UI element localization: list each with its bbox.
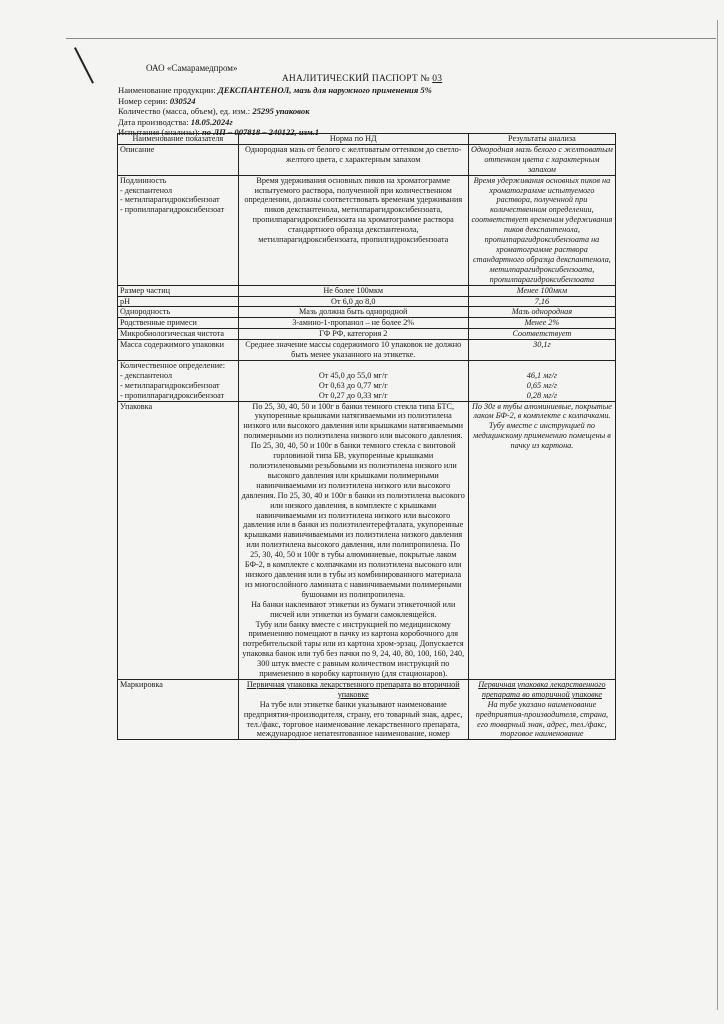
header-indicator: Наименование показателя xyxy=(118,134,239,145)
result-text: На тубе указано наименование предприятия-производителя, страна, его товарный знак, адрес, тел./факс, торговое наименование xyxy=(475,699,609,739)
indicator-name: Описание xyxy=(118,144,239,175)
tests-label: Испытания (анализы): xyxy=(118,127,200,138)
scan-edge-right xyxy=(717,20,718,1010)
norm-value: Время удерживания основных пиков на хроматограмме испытуемого раствора, полученной при количественном определении, должны соответствовать временам удерживания пиков декспантенола, метилпарагидроксибензоата, пропилпарагидроксибензоата на хроматограмме раствора стандартного образца декспантенола, метилпарагидроксибензоата, пропилгидроксибензоата xyxy=(238,175,468,285)
norm-value: Среднее значение массы содержимого 10 упаковок не должно быть менее указанного на этикетке. xyxy=(238,340,468,361)
result-value: Мазь однородная xyxy=(468,307,615,318)
series-value: 030524 xyxy=(169,95,196,106)
table-body xyxy=(118,144,616,739)
product-label: Наименование продукции: xyxy=(118,85,216,95)
document-title xyxy=(0,74,724,84)
indicator-name: Маркировка xyxy=(118,679,239,739)
header-result: Результаты анализа xyxy=(468,134,615,145)
result-value: Менее 2% xyxy=(468,318,615,329)
quantity-label: Количество (масса, объем), ед. изм.: xyxy=(118,106,251,117)
norm-value: Однородная мазь от белого с желтоватым оттенком до светло-желтого цвета, с характерным запахом xyxy=(238,144,468,175)
analysis-table xyxy=(117,133,616,740)
table-row xyxy=(118,307,616,318)
indicator-name: Родственные примеси xyxy=(118,318,239,329)
table-row xyxy=(118,679,616,739)
norm-value: ГФ РФ, категория 2 xyxy=(238,329,468,340)
table-row xyxy=(118,296,616,307)
indicator-name: Микробиологическая чистота xyxy=(118,329,239,340)
norm-value: Мазь должна быть однородной xyxy=(238,307,468,318)
title-number: 03 xyxy=(432,74,443,84)
table-row xyxy=(118,318,616,329)
scan-edge-top xyxy=(66,38,716,39)
table-row xyxy=(118,144,616,175)
document-meta xyxy=(118,85,432,138)
indicator-name: Размер частиц xyxy=(118,285,239,296)
meta-quantity xyxy=(118,106,432,117)
result-value: Однородная мазь белого с желтоватым оттенком цвета с характерным запахом xyxy=(468,144,615,175)
organization-name: ОАО «Самарамедпром» xyxy=(146,63,238,73)
result-value: 46,1 мг/г 0,65 мг/г 0,28 мг/г xyxy=(468,360,615,401)
table-row xyxy=(118,285,616,296)
result-value: Время удерживания основных пиков на хроматограмме испытуемого раствора, полученной при количественном определении, соответствует временам удерживания пиков декспантенола, пропилпарагидроксибензоата на хроматограмме раствора стандартного образца декспантенола, метилпарагидроксибензоата, пропилпарагидроксибензоата xyxy=(468,175,615,285)
norm-value: От 6,0 до 8,0 xyxy=(238,296,468,307)
norm-heading: Первичная упаковка лекарственного препарата во вторичной упаковке xyxy=(246,679,460,699)
date-value: 18.05.2024г xyxy=(190,116,233,127)
norm-value: 3-амино-1-пропанол – не более 2% xyxy=(238,318,468,329)
indicator-name: Подлинность - декспантенол - метилпарагидроксибензоат - пропилпарагидроксибензоат xyxy=(118,175,239,285)
table-row xyxy=(118,340,616,361)
norm-value: По 25, 30, 40, 50 и 100г в банки темного стекла типа БТС, укупоренные крышками натягиваемыми из полиэтилена низкого или высокого давления или крышками натягиваемыми полимерными из полиэтилена низкого или высокого давления. По 25, 30, 40, 50 и 100г в банки темного стекла с винтовой горловиной типа БВ, укупоренные крышками полиэтиленовыми резьбовыми из полиэтилена низкого или высокого давления или крышками полимерными навинчиваемыми из полиэтилена низкого или высокого давления. По 25, 30, 40 и 100г в банки из полиэтилена высокого или низкого давления, в комплекте с крышками навинчиваемыми из полиэтилена низкого или высокого давления или в банки из полиэтилентерефталата, укупоренные крышками навинчиваемыми из полиэтилена низкого давления или полиэтилена высокого давления, или полипропилена. По 25, 30, 40, 50 и 100г в тубы алюминиевые, покрытые лаком БФ-2, в комплекте с колпачками из полиэтилена высокого или низкого давления или в тубы из комбинированного материала из многослойного ламината с навинчиваемыми полимерными бушонами из полипропилена. На банки наклеивают этикетки из бумаги этикеточной или писчей или этикетки из бумаги самоклеящейся. Тубу или банку вместе с инструкцией по медицинскому применению помещают в пачку из картона коробочного для потребительской тары или из картона хром-эрзац. Допускается упаковка банок или туб без пачки по 9, 24, 40, 80, 100, 160, 240, 300 штук вместе с равным количеством инструкций по применению в коробку картонную (для стационаров). xyxy=(238,401,468,679)
table-row xyxy=(118,360,616,401)
result-value: 30,1г xyxy=(468,340,615,361)
norm-text: На тубе или этикетке банки указывают наименование предприятия-производителя, страну, его товарный знак, адрес, тел./факс, торговое наименование лекарственного препарата, международное непатентованное наименование, номер xyxy=(243,699,463,739)
norm-value: От 45,0 до 55,0 мг/г От 0,63 до 0,77 мг/г От 0,27 до 0,33 мг/г xyxy=(238,360,468,401)
indicator-name: Упаковка xyxy=(118,401,239,679)
meta-product xyxy=(118,85,432,96)
tests-value: по ЛП – 007818 – 240122, изм.1 xyxy=(202,127,320,138)
indicator-name: Масса содержимого упаковки xyxy=(118,340,239,361)
norm-value: Не более 100мкм xyxy=(238,285,468,296)
norm-value xyxy=(238,679,468,739)
indicator-name: Количественное определение: - декспантенол - метилпарагидроксибензоат - пропилпарагидроксибензоат xyxy=(118,360,239,401)
series-label: Номер серии: xyxy=(118,95,168,106)
product-value: ДЕКСПАНТЕНОЛ, мазь для наружного применения 5% xyxy=(217,85,432,95)
result-value: Соответствует xyxy=(468,329,615,340)
quantity-value: 25295 упаковок xyxy=(252,106,310,117)
meta-date xyxy=(118,117,432,128)
table-row xyxy=(118,401,616,679)
result-value xyxy=(468,679,615,739)
result-heading: Первичная упаковка лекарственного препарата во вторичной упаковке xyxy=(478,679,606,699)
indicator-name: pH xyxy=(118,296,239,307)
result-value: Менее 100мкм xyxy=(468,285,615,296)
table-row xyxy=(118,175,616,285)
indicator-name: Однородность xyxy=(118,307,239,318)
header-norm: Норма по НД xyxy=(238,134,468,145)
title-text: АНАЛИТИЧЕСКИЙ ПАСПОРТ № xyxy=(281,74,430,84)
table-header-row xyxy=(118,134,616,145)
date-label: Дата производства: xyxy=(118,116,189,127)
table-row xyxy=(118,329,616,340)
meta-series xyxy=(118,96,432,107)
result-value: По 30г в тубы алюминиевые, покрытые лаком БФ-2, в комплекте с колпачками. Тубу вместе с инструкцией по медицинскому применению помещены в пачку из картона. xyxy=(468,401,615,679)
result-value: 7,16 xyxy=(468,296,615,307)
